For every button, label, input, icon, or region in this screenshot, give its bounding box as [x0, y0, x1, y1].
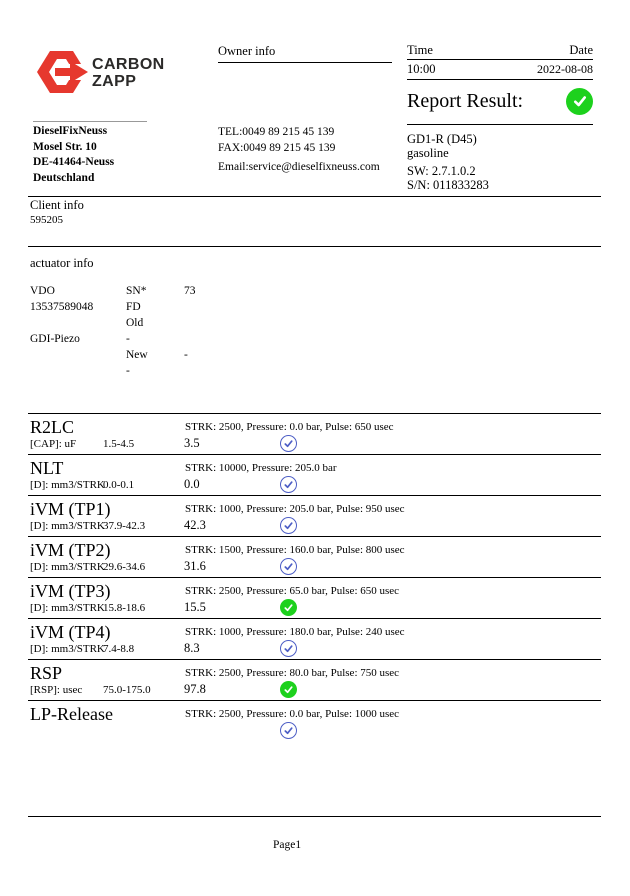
report-meta-column	[407, 43, 593, 192]
test-title: LP-Release	[30, 704, 113, 724]
test-title: NLT	[30, 458, 64, 478]
test-row-ivm-tp3	[28, 577, 601, 618]
test-value: 42.3	[184, 518, 206, 532]
test-value: 97.8	[184, 682, 206, 696]
report-result-check-icon	[566, 88, 593, 115]
check-circle-icon	[280, 640, 297, 657]
owner-street: Mosel Str. 10	[33, 140, 97, 153]
test-range: 1.5-4.5	[103, 438, 135, 450]
page-number: Page1	[273, 839, 302, 851]
check-circle-icon	[280, 435, 297, 452]
section-divider	[28, 196, 601, 197]
test-conditions: STRK: 2500, Pressure: 0.0 bar, Pulse: 1000 usec	[185, 708, 400, 720]
test-range: 15.8-18.6	[103, 602, 146, 614]
machine-info	[407, 125, 593, 192]
test-title: iVM (TP3)	[30, 581, 111, 601]
owner-name: DieselFixNeuss	[33, 125, 108, 137]
actuator-cell: SN*	[126, 285, 147, 297]
test-range: 7.4-8.8	[103, 643, 135, 655]
actuator-cell: -	[126, 333, 130, 345]
test-value: 15.5	[184, 600, 206, 614]
test-conditions: STRK: 2500, Pressure: 65.0 bar, Pulse: 650 usec	[185, 585, 400, 597]
test-measure-label: [D]: mm3/STRK	[30, 561, 105, 573]
test-range: 75.0-175.0	[103, 684, 151, 696]
date-value: 2022-08-08	[537, 62, 593, 76]
test-row-nlt	[28, 454, 601, 495]
client-info-heading: Client info	[30, 198, 84, 212]
machine-serial: S/N: 011833283	[407, 178, 489, 192]
actuator-cell: 73	[184, 285, 196, 297]
check-circle-icon	[280, 599, 297, 616]
time-date-header	[407, 43, 593, 60]
test-conditions: STRK: 2500, Pressure: 80.0 bar, Pulse: 750 usec	[185, 667, 400, 679]
test-range: 0.0-0.1	[103, 479, 135, 491]
check-circle-icon	[280, 558, 297, 575]
owner-fax: FAX:0049 89 215 45 139	[218, 142, 336, 154]
address-divider	[33, 121, 147, 122]
test-range: 37.9-42.3	[103, 520, 146, 532]
actuator-info-grid	[30, 283, 264, 379]
test-measure-label: [D]: mm3/STRK	[30, 479, 105, 491]
owner-info-heading: Owner info	[218, 44, 392, 63]
brand-name	[92, 56, 165, 90]
test-value: 31.6	[184, 559, 206, 573]
test-measure-label: [D]: mm3/STRK	[30, 602, 105, 614]
actuator-cell	[30, 315, 126, 331]
client-number: 595205	[30, 214, 63, 226]
machine-fuel: gasoline	[407, 146, 449, 160]
test-title: RSP	[30, 663, 63, 683]
time-label: Time	[407, 43, 433, 57]
actuator-cell: GDI-Piezo	[30, 333, 80, 345]
test-value: 3.5	[184, 436, 200, 450]
actuator-cell	[184, 299, 264, 315]
test-title: iVM (TP1)	[30, 499, 111, 519]
actuator-cell: VDO	[30, 285, 55, 297]
machine-model: GD1-R (D45)	[407, 132, 477, 146]
test-value: 0.0	[184, 477, 200, 491]
check-circle-icon	[280, 476, 297, 493]
test-conditions: STRK: 1000, Pressure: 205.0 bar, Pulse: 950 usec	[185, 503, 405, 515]
section-divider	[28, 246, 601, 247]
actuator-cell	[184, 331, 264, 347]
test-title: iVM (TP2)	[30, 540, 111, 560]
test-measure-label: [D]: mm3/STRK	[30, 520, 105, 532]
brand-line1: CARBON	[92, 56, 165, 73]
report-result-label: Report Result:	[407, 89, 524, 112]
check-circle-icon	[280, 681, 297, 698]
test-measure-label: [RSP]: usec	[30, 684, 83, 696]
test-measure-label: [D]: mm3/STRK	[30, 643, 105, 655]
test-results-table	[28, 413, 601, 741]
actuator-cell	[30, 347, 126, 363]
test-range: 29.6-34.6	[103, 561, 146, 573]
owner-tel: TEL:0049 89 215 45 139	[218, 126, 335, 138]
machine-software: SW: 2.7.1.0.2	[407, 164, 476, 178]
actuator-cell: -	[184, 349, 188, 361]
test-title: R2LC	[30, 417, 75, 437]
test-value: 8.3	[184, 641, 200, 655]
date-label: Date	[569, 43, 593, 57]
time-date-values	[407, 60, 593, 80]
test-row-lp-release	[28, 700, 601, 741]
owner-city: DE-41464-Neuss	[33, 156, 115, 168]
actuator-cell: 13537589048	[30, 301, 94, 313]
test-measure-label: [CAP]: uF	[30, 438, 77, 450]
actuator-cell: -	[126, 365, 130, 377]
carbon-zapp-logo-icon	[35, 49, 91, 95]
test-row-ivm-tp2	[28, 536, 601, 577]
time-value: 10:00	[407, 62, 436, 76]
report-result-row	[407, 87, 593, 115]
test-row-ivm-tp1	[28, 495, 601, 536]
actuator-cell: Old	[126, 317, 144, 329]
actuator-cell	[30, 363, 126, 379]
test-conditions: STRK: 10000, Pressure: 205.0 bar	[185, 462, 337, 474]
owner-contact	[218, 124, 380, 175]
owner-country: Deutschland	[33, 171, 95, 184]
actuator-info-heading: actuator info	[30, 256, 94, 270]
check-circle-icon	[280, 722, 297, 739]
actuator-cell	[184, 363, 264, 379]
brand-line2: ZAPP	[92, 73, 137, 90]
test-row-r2lc	[28, 413, 601, 454]
test-row-rsp	[28, 659, 601, 700]
test-row-ivm-tp4	[28, 618, 601, 659]
owner-address	[33, 124, 114, 186]
actuator-cell: FD	[126, 301, 141, 313]
check-circle-icon	[280, 517, 297, 534]
test-conditions: STRK: 1500, Pressure: 160.0 bar, Pulse: 800 usec	[185, 544, 405, 556]
owner-email: Email:service@dieselfixneuss.com	[218, 161, 380, 173]
actuator-cell	[184, 315, 264, 331]
test-conditions: STRK: 1000, Pressure: 180.0 bar, Pulse: 240 usec	[185, 626, 405, 638]
test-title: iVM (TP4)	[30, 622, 111, 642]
footer-divider	[28, 816, 601, 817]
actuator-cell: New	[126, 349, 148, 361]
test-conditions: STRK: 2500, Pressure: 0.0 bar, Pulse: 650 usec	[185, 421, 394, 433]
